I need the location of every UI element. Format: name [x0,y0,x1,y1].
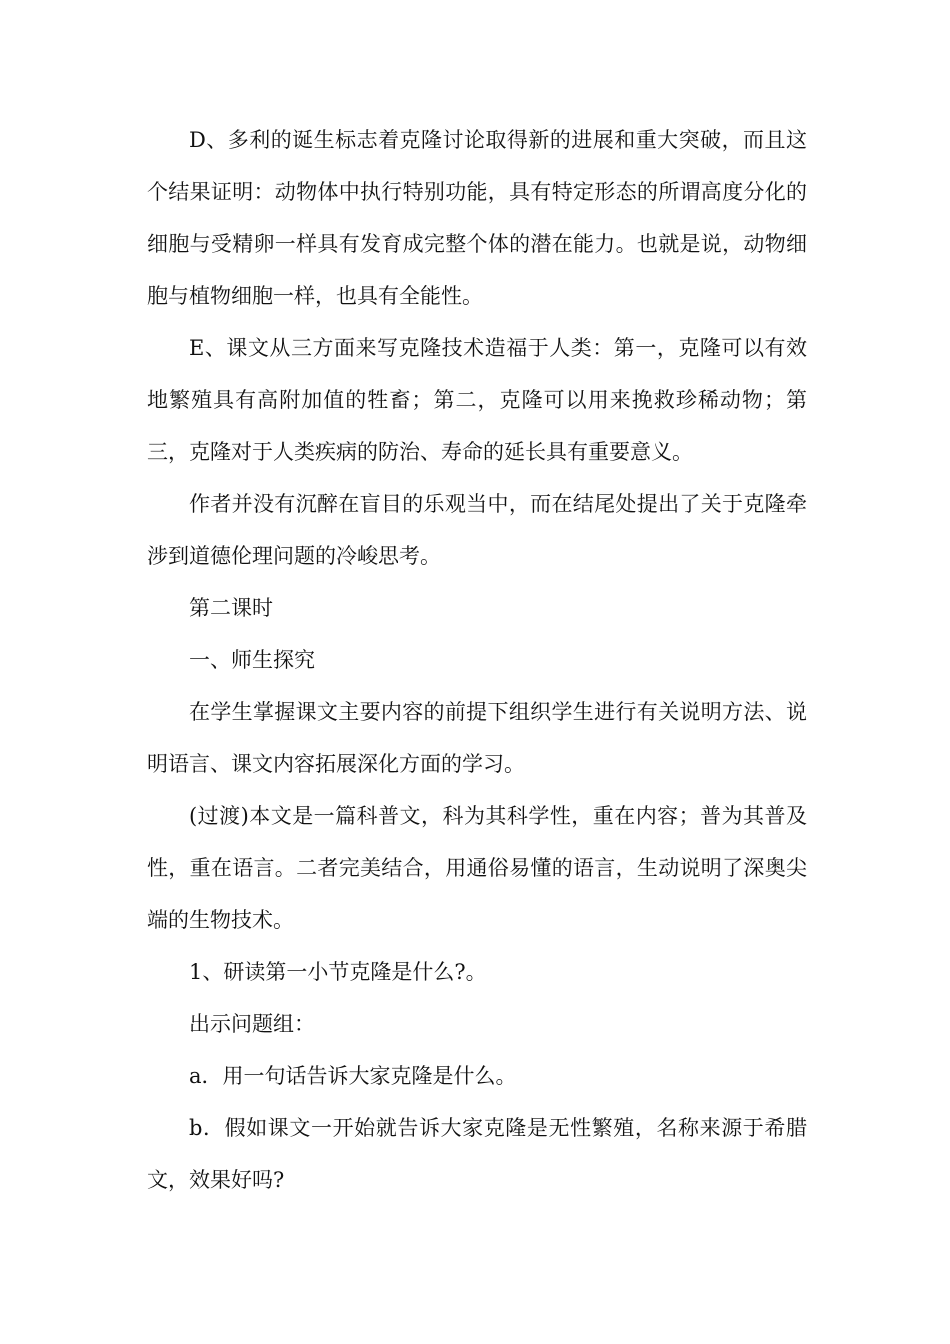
paragraph-author-reflection: 作者并没有沉醉在盲目的乐观当中，而在结尾处提出了关于克隆牵涉到道德伦理问题的冷峻思考。 [147,492,807,568]
paragraph-study-section-one: 1、研读第一小节克隆是什么?。 [189,960,487,984]
document-body [147,114,807,1206]
heading-teacher-student-inquiry: 一、师生探究 [189,648,315,672]
paragraph-question-group: 出示问题组： [189,1012,315,1036]
heading-second-lesson: 第二课时 [189,596,273,620]
question-b: b．假如课文一开始就告诉大家克隆是无性繁殖，名称来源于希腊文，效果好吗? [147,1116,807,1192]
paragraph-e-cloning-benefits: E、课文从三方面来写克隆技术造福于人类：第一，克隆可以有效地繁殖具有高附加值的牲畜；第二，克隆可以用来挽救珍稀动物；第三，克隆对于人类疾病的防治、寿命的延长具有重要意义。 [147,336,807,464]
question-a: a．用一句话告诉大家克隆是什么。 [189,1064,517,1088]
paragraph-transition: (过渡)本文是一篇科普文，科为其科学性，重在内容；普为其普及性，重在语言。二者完美结合，用通俗易懂的语言，生动说明了深奥尖端的生物技术。 [147,804,807,932]
paragraph-d-dolly-significance: D、多利的诞生标志着克隆讨论取得新的进展和重大突破，而且这个结果证明：动物体中执行特别功能，具有特定形态的所谓高度分化的细胞与受精卵一样具有发育成完整个体的潜在能力。也就是说，动物细胞与植物细胞一样，也具有全能性。 [147,128,807,308]
paragraph-inquiry-intro: 在学生掌握课文主要内容的前提下组织学生进行有关说明方法、说明语言、课文内容拓展深化方面的学习。 [147,700,807,776]
